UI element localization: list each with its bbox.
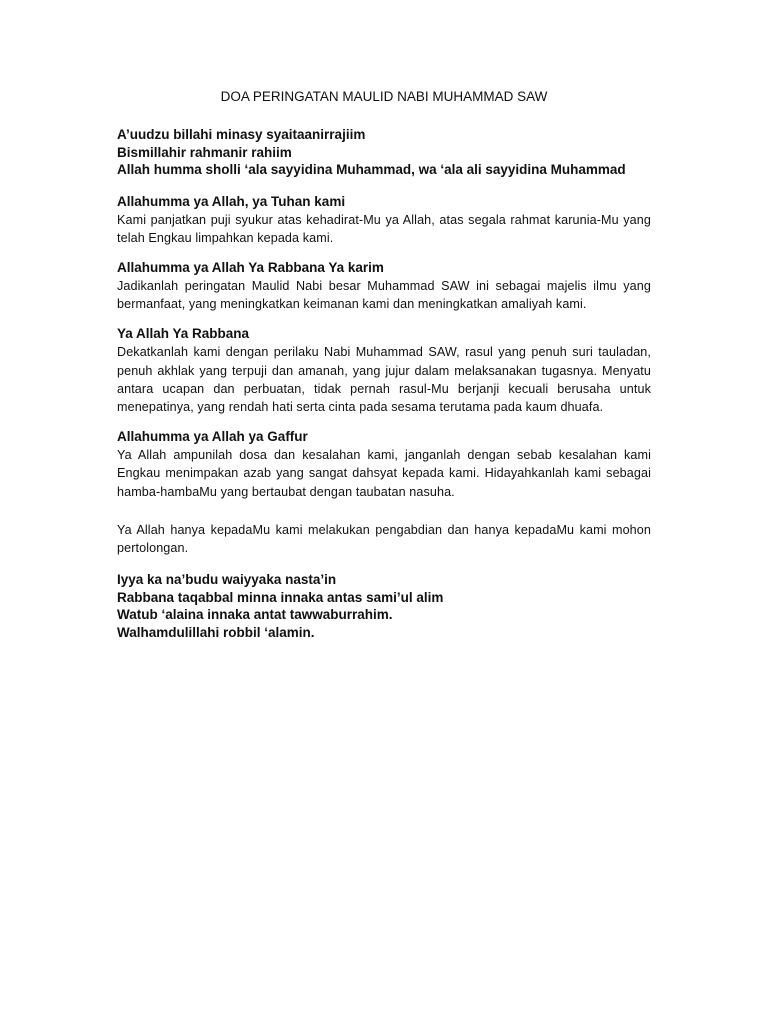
prayer-section (117, 325, 651, 416)
section-heading: Allahumma ya Allah, ya Tuhan kami (117, 193, 346, 209)
closing-block (117, 571, 651, 641)
document-page (117, 88, 651, 641)
closing-line: Walhamdulillahi robbil ‘alamin. (117, 624, 315, 640)
opening-line: A’uudzu billahi minasy syaitaanirrajiim (117, 127, 366, 142)
opening-block (117, 126, 651, 179)
opening-line: Allah humma sholli ‘ala sayyidina Muhammad, wa ‘ala ali sayyidina Muhammad (117, 162, 626, 177)
section-body: Jadikanlah peringatan Maulid Nabi besar Muhammad SAW ini sebagai majelis ilmu yang bermanfaat, yang meningkatkan keimanan kami dan meningkatkan amaliyah kami. (117, 278, 651, 312)
section-heading: Allahumma ya Allah Ya Rabbana Ya karim (117, 259, 384, 275)
document-title: DOA PERINGATAN MAULID NABI MUHAMMAD SAW (220, 89, 548, 104)
prayer-section (117, 193, 651, 247)
section-heading: Ya Allah Ya Rabbana (117, 326, 250, 342)
prayer-section (117, 428, 651, 501)
closing-line: Iyya ka na’budu waiyyaka nasta’in (117, 572, 337, 588)
closing-line: Rabbana taqabbal minna innaka antas sami’ul alim (117, 589, 444, 605)
prayer-section (117, 259, 651, 313)
plain-paragraph: Ya Allah hanya kepadaMu kami melakukan pengabdian dan hanya kepadaMu kami mohon pertolongan. (117, 522, 651, 555)
closing-line: Watub ‘alaina innaka antat tawwaburrahim. (117, 607, 393, 623)
opening-line: Bismillahir rahmanir rahiim (117, 144, 292, 160)
section-heading: Allahumma ya Allah ya Gaffur (117, 429, 308, 445)
paragraph-spacer (117, 513, 651, 521)
section-body: Kami panjatkan puji syukur atas kehadirat-Mu ya Allah, atas segala rahmat karunia-Mu yang telah Engkau limpahkan kepada kami. (117, 212, 651, 245)
section-body: Dekatkanlah kami dengan perilaku Nabi Muhammad SAW, rasul yang penuh suri tauladan, penuh akhlak yang terpuji dan amanah, yang jujur dalam melaksanakan tugasnya. Menyatu antara ucapan dan perbuatan, tidak pernah rasul-Mu berjanji kecuali berusaha untuk menepatinya, yang rendah hati serta cinta pada sesama terutama pada kaum dhuafa. (117, 345, 651, 414)
section-body: Ya Allah ampunilah dosa dan kesalahan kami, janganlah dengan sebab kesalahan kami Engkau menimpakan azab yang sangat dahsyat kepada kami. Hidayahkanlah kami sebagai hamba-hambaMu yang bertaubat dengan taubatan nasuha. (117, 448, 651, 499)
